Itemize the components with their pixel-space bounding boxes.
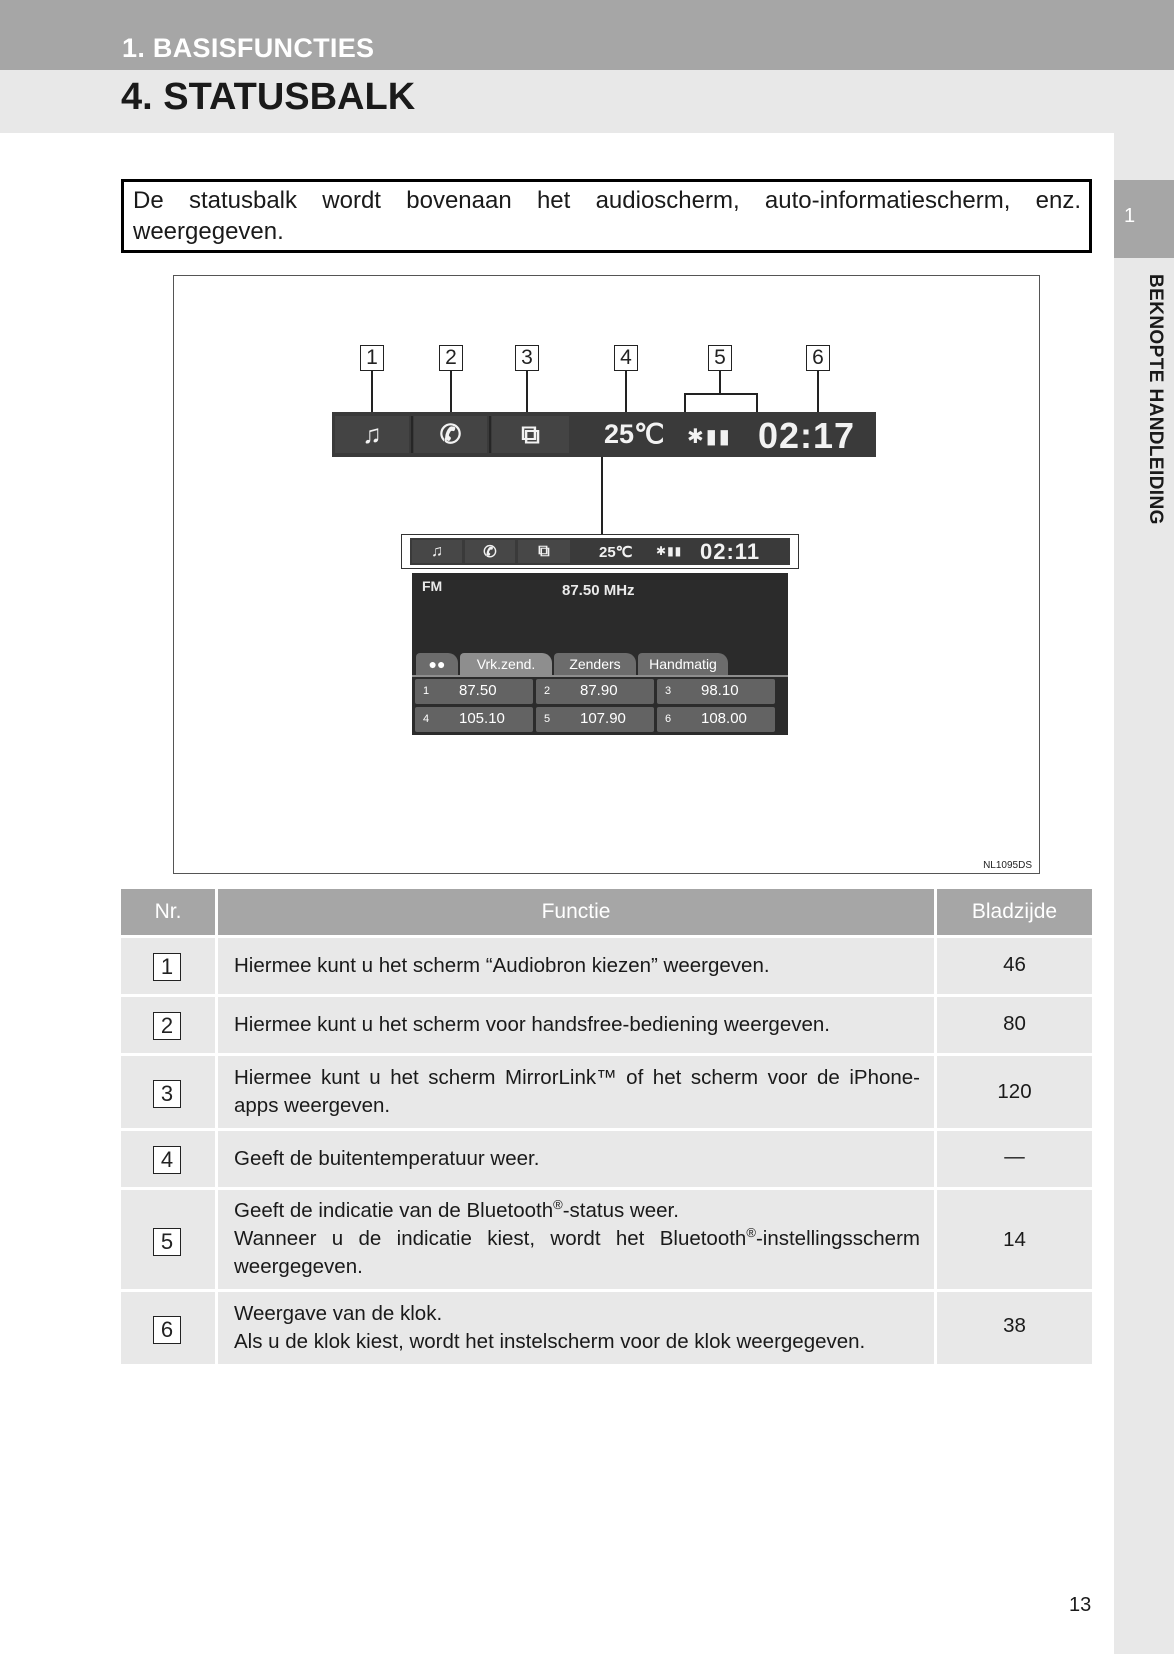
phone-button[interactable] (414, 416, 487, 453)
chapter-tab-number: 1 (1124, 205, 1136, 227)
band-label: FM (422, 578, 443, 594)
callout-1: 1 (360, 345, 384, 371)
bracket-5-left (684, 393, 686, 412)
intro-box: De statusbalk wordt bovenaan het audioscherm, auto-informatiescherm, enz. weergegeven. (121, 179, 1092, 253)
leader-line-5 (719, 371, 721, 393)
preset-number: 1 (423, 685, 430, 697)
phone-icon: ✆ (483, 543, 497, 561)
radio-screen (412, 573, 788, 735)
title-band (0, 70, 1174, 133)
signal-icon: ▮ (705, 426, 719, 448)
table-row (121, 938, 1092, 997)
chapter-tab (1114, 180, 1174, 258)
preset-button[interactable] (657, 679, 775, 704)
row-function: Hiermee kunt u het scherm voor handsfree-bediening weergeven. (234, 1013, 830, 1036)
header-nr: Nr. (154, 900, 182, 923)
row-page: 80 (1003, 1012, 1026, 1035)
audio-source-button[interactable] (335, 416, 409, 453)
text-part: -status weer. (562, 1199, 679, 1222)
header-page: Bladzijde (971, 900, 1058, 923)
table-row (121, 1292, 1092, 1367)
bluetooth-icon: ✱ (687, 426, 706, 448)
preset-number: 4 (423, 713, 430, 725)
row-page: 46 (1003, 953, 1026, 976)
apps-button[interactable] (518, 540, 570, 563)
current-frequency: 87.50 MHz (562, 582, 635, 599)
mirrorlink-icon: ⧉ (538, 542, 550, 560)
preset-button[interactable] (657, 707, 775, 732)
table-header (121, 889, 1092, 938)
preset-frequency: 87.90 (580, 682, 618, 699)
preset-frequency: 98.10 (701, 682, 739, 699)
text-part: Geeft de indicatie van de Bluetooth (234, 1199, 554, 1222)
radio-tabs (412, 653, 788, 677)
phone-icon: ✆ (439, 419, 462, 449)
preset-frequency: 107.90 (580, 710, 626, 727)
row-number: 3 (153, 1080, 181, 1108)
outside-temperature: 25℃ (599, 544, 633, 561)
callout-4: 4 (614, 345, 638, 371)
row-function (234, 1197, 920, 1281)
preset-button[interactable] (536, 679, 654, 704)
bracket-5 (684, 393, 757, 395)
preset-frequency: 87.50 (459, 682, 497, 699)
mirrorlink-icon: ⧉ (521, 418, 540, 449)
battery-icon: ▮ (674, 544, 683, 558)
figure-id: NL1095DS (983, 860, 1032, 871)
toggle-icon: ●● (428, 656, 446, 672)
leader-line-3 (526, 371, 528, 412)
table-row (121, 997, 1092, 1056)
phone-button[interactable] (465, 540, 515, 563)
options-tab[interactable] (416, 653, 458, 675)
tab-underline (412, 675, 788, 677)
bluetooth-status[interactable] (687, 424, 732, 449)
row-number: 1 (153, 953, 181, 981)
leader-line-4 (625, 371, 627, 412)
clock[interactable]: 02:17 (758, 415, 856, 456)
statusbar-figure (173, 275, 1040, 874)
table-row (121, 1190, 1092, 1292)
row-function: Hiermee kunt u het scherm “Audiobron kiezen” weergeven. (234, 954, 770, 977)
preset-number: 5 (544, 713, 551, 725)
section-title: 1. BASISFUNCTIES (122, 33, 375, 63)
clock[interactable]: 02:11 (700, 539, 761, 564)
page-number: 13 (1069, 1594, 1092, 1616)
row-function: Geeft de buitentemperatuur weer. (234, 1147, 540, 1170)
bluetooth-icon: ✱ (656, 544, 668, 558)
music-note-icon: ♫ (362, 419, 382, 449)
bluetooth-status[interactable] (656, 544, 682, 558)
registered-mark: ® (553, 1197, 563, 1213)
zoom-connector (601, 457, 603, 534)
row-number: 5 (153, 1228, 181, 1256)
callout-3: 3 (515, 345, 539, 371)
text-part: Als u de klok kiest, wordt het instelscherm voor de klok weergegeven. (234, 1330, 866, 1353)
preset-button[interactable] (415, 679, 533, 704)
preset-button[interactable] (415, 707, 533, 732)
row-page: 120 (997, 1080, 1032, 1103)
music-note-icon: ♫ (431, 542, 443, 560)
callout-2: 2 (439, 345, 463, 371)
text-part: Weergave van de klok. (234, 1302, 443, 1325)
tab-stations[interactable]: Zenders (554, 653, 636, 675)
header-function: Functie (541, 900, 611, 923)
bracket-5-right (756, 393, 758, 412)
row-function (234, 1300, 920, 1356)
battery-icon: ▮ (718, 426, 732, 448)
audio-source-button[interactable] (412, 540, 462, 563)
callout-5: 5 (708, 345, 732, 371)
leader-line-1 (371, 371, 373, 412)
registered-mark: ® (746, 1225, 756, 1241)
status-bar-enlarged (332, 412, 876, 457)
preset-frequency: 108.00 (701, 710, 747, 727)
preset-frequency: 105.10 (459, 710, 505, 727)
row-number: 6 (153, 1316, 181, 1344)
row-number: 2 (153, 1012, 181, 1040)
row-page: 14 (1003, 1228, 1026, 1251)
text-part: -instellingsscherm weergegeven. (234, 1227, 920, 1278)
chapter-side-label: BEKNOPTE HANDLEIDING (1145, 274, 1166, 525)
preset-number: 6 (665, 713, 672, 725)
chapter-header (0, 0, 1174, 70)
row-function: Hiermee kunt u het scherm MirrorLink™ of het scherm voor de iPhone-apps weergeven. (234, 1066, 920, 1117)
row-page: 38 (1003, 1314, 1026, 1337)
table-row (121, 1131, 1092, 1190)
tab-traffic[interactable]: Vrk.zend. (460, 653, 552, 675)
table-row (121, 1056, 1092, 1131)
status-bar-small (410, 538, 790, 565)
callout-6: 6 (806, 345, 830, 371)
separator (411, 416, 413, 453)
separator (489, 416, 491, 453)
preset-number: 3 (665, 685, 672, 697)
leader-line-6 (817, 371, 819, 412)
preset-button[interactable] (536, 707, 654, 732)
preset-number: 2 (544, 685, 551, 697)
row-page: — (1004, 1145, 1025, 1168)
leader-line-2 (450, 371, 452, 412)
signal-icon: ▮ (667, 544, 675, 558)
tab-manual[interactable]: Handmatig (638, 653, 728, 675)
row-number: 4 (153, 1146, 181, 1174)
apps-button[interactable] (492, 416, 569, 453)
outside-temperature: 25℃ (604, 419, 665, 449)
text-part: Wanneer u de indicatie kiest, wordt het Bluetooth (234, 1227, 747, 1250)
page-title: 4. STATUSBALK (121, 76, 416, 118)
